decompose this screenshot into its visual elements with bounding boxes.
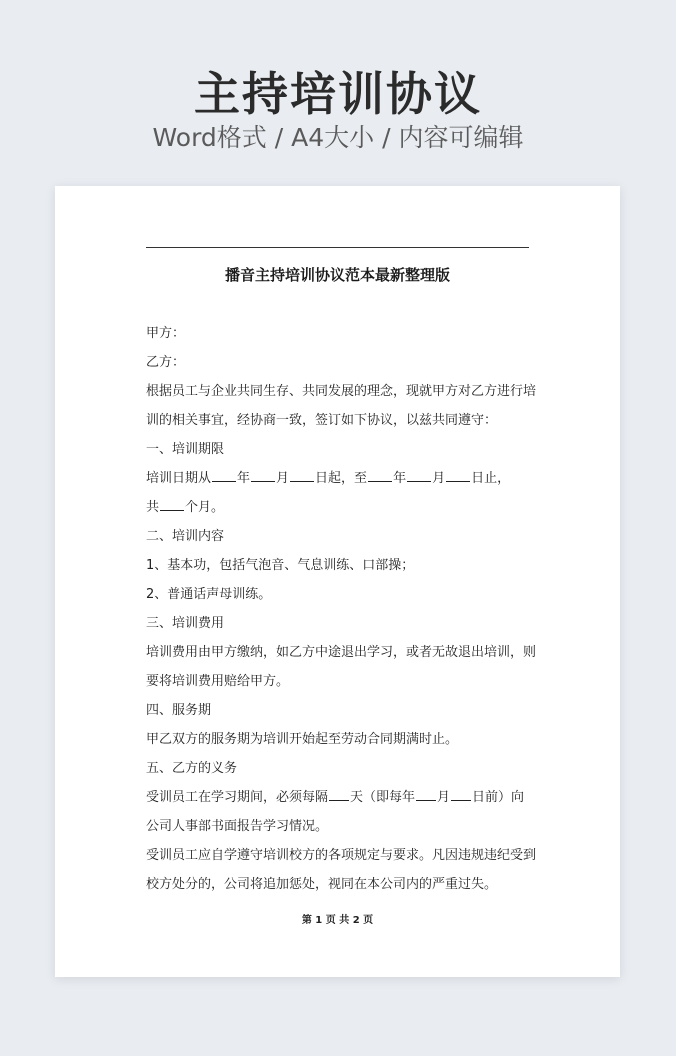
section-1-heading: 一、培训期限 <box>146 442 225 457</box>
fill-blank[interactable] <box>329 787 349 801</box>
text-fragment: 月 <box>276 471 290 486</box>
document-body <box>146 319 537 899</box>
section-4-heading: 四、服务期 <box>146 703 212 718</box>
text-fragment: 月 <box>432 471 446 486</box>
fill-blank[interactable] <box>416 787 436 801</box>
intro-line-2: 训的相关事宜，经协商一致，签订如下协议，以兹共同遵守： <box>146 413 498 428</box>
training-period-line-1 <box>146 464 531 493</box>
document-page <box>55 186 620 977</box>
fill-blank[interactable] <box>251 468 275 482</box>
fee-text-line-1: 培训费用由甲方缴纳，如乙方中途退出学习，或者无故退出培训，则 <box>146 645 537 660</box>
text-fragment: 年 <box>393 471 407 486</box>
text-fragment: 日前）向 <box>472 790 525 805</box>
fill-blank[interactable] <box>451 787 471 801</box>
fee-text-line-2: 要将培训费用赔给甲方。 <box>146 674 290 689</box>
document-title: 播音主持培训协议范本最新整理版 <box>224 266 450 284</box>
obligation-text-line-2: 校方处分的，公司将追加惩处，视同在本公司内的严重过失。 <box>146 877 498 892</box>
text-fragment: 月 <box>437 790 451 805</box>
obligation-line-1 <box>146 783 531 812</box>
text-fragment: 个月。 <box>185 500 225 515</box>
hero-title: 主持培训协议 <box>194 67 482 121</box>
fill-blank[interactable] <box>446 468 470 482</box>
text-fragment: 日起，至 <box>315 471 368 486</box>
text-fragment: 天（即每年 <box>350 790 416 805</box>
text-fragment: 受训员工在学习期间，必须每隔 <box>146 790 329 805</box>
section-3-heading: 三、培训费用 <box>146 616 225 631</box>
service-period-text: 甲乙双方的服务期为培训开始起至劳动合同期满时止。 <box>146 732 459 747</box>
content-item-1: 1、基本功，包括气泡音、气息训练、口部操； <box>146 558 415 573</box>
fill-blank[interactable] <box>290 468 314 482</box>
fill-blank[interactable] <box>160 497 184 511</box>
section-2-heading: 二、培训内容 <box>146 529 225 544</box>
text-fragment: 共 <box>146 500 160 515</box>
text-fragment: 日止， <box>471 471 511 486</box>
content-item-2: 2、普通话声母训练。 <box>146 587 272 602</box>
fill-blank[interactable] <box>212 468 236 482</box>
fill-blank[interactable] <box>407 468 431 482</box>
obligation-text-line-1: 受训员工应自学遵守培训校方的各项规定与要求。凡因违规违纪受到 <box>146 848 537 863</box>
hero-subtitle: Word格式 / A4大小 / 内容可编辑 <box>152 123 524 152</box>
obligation-line-2: 公司人事部书面报告学习情况。 <box>146 819 329 834</box>
training-period-line-2 <box>146 493 531 522</box>
party-a-line: 甲方： <box>146 326 186 341</box>
section-5-heading: 五、乙方的义务 <box>146 761 238 776</box>
header-rule <box>146 247 529 248</box>
text-fragment: 年 <box>237 471 251 486</box>
intro-line-1: 根据员工与企业共同生存、共同发展的理念，现就甲方对乙方进行培 <box>146 384 537 399</box>
party-b-line: 乙方： <box>146 355 186 370</box>
fill-blank[interactable] <box>368 468 392 482</box>
text-fragment: 培训日期从 <box>146 471 212 486</box>
page-footer: 第 1 页 共 2 页 <box>301 915 374 926</box>
